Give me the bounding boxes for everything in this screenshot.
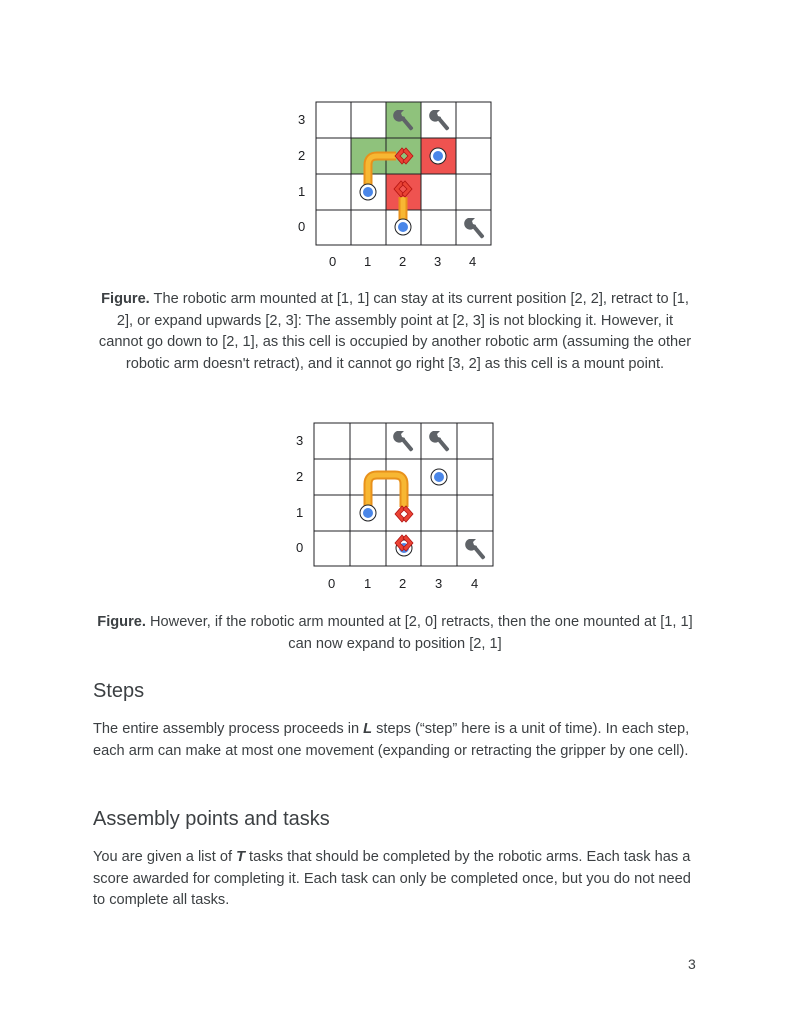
mount-point-icon xyxy=(360,505,376,521)
y-label-3: 3 xyxy=(298,112,306,127)
wrench-icon xyxy=(465,539,486,560)
x-label-2: 2 xyxy=(399,576,407,591)
x-label-4: 4 xyxy=(469,254,477,269)
assembly-variable: T xyxy=(236,849,245,865)
caption-label: Figure. xyxy=(101,291,150,307)
steps-heading: Steps xyxy=(93,680,145,702)
mount-point-icon xyxy=(431,469,447,485)
x-label-1: 1 xyxy=(364,254,372,269)
steps-text-start: The entire assembly process proceeds in xyxy=(93,721,364,737)
x-label-2: 2 xyxy=(399,254,407,269)
figure-2-caption xyxy=(95,612,695,655)
y-label-1: 1 xyxy=(298,184,306,199)
wrench-icon xyxy=(464,218,485,239)
mount-point-icon xyxy=(395,219,411,235)
steps-text-end: steps (“step” here is a unit of time). In each step, each arm can make at most one movement (expanding or retracting the gripper by one cell). xyxy=(93,721,690,759)
y-label-0: 0 xyxy=(296,540,304,555)
wrench-icon xyxy=(429,431,450,452)
steps-paragraph xyxy=(93,719,703,762)
wrench-icon xyxy=(429,110,450,131)
assembly-text-end: tasks that should be completed by the robotic arms. Each task has a score awarded for completing it. Each task can only be completed once, but you do not need to complete all tasks. xyxy=(93,849,691,908)
x-label-3: 3 xyxy=(434,254,442,269)
y-label-2: 2 xyxy=(298,148,306,163)
assembly-paragraph xyxy=(93,847,703,912)
x-label-0: 0 xyxy=(329,254,337,269)
caption-label: Figure. xyxy=(97,614,146,630)
caption-text: The robotic arm mounted at [1, 1] can stay at its current position [2, 2], retract to [1, 2], or expand upwards [2, 3]: The assembly point at [2, 3] is not blocking it. However, it cannot go down to [2, 1], as this cell is occupied by another robotic arm (assuming the other robotic arm doesn't retract), and it cannot go right [3, 2] as this cell is a mount point. xyxy=(98,291,692,372)
figure-1-grid xyxy=(0,95,791,275)
y-label-2: 2 xyxy=(296,469,304,484)
x-label-4: 4 xyxy=(471,576,479,591)
y-label-3: 3 xyxy=(296,433,304,448)
y-label-1: 1 xyxy=(296,505,304,520)
figure-1-caption xyxy=(95,289,695,375)
x-label-0: 0 xyxy=(328,576,336,591)
figure-2-grid xyxy=(0,416,791,596)
wrench-icon xyxy=(393,431,414,452)
mount-point-icon xyxy=(360,184,376,200)
caption-text: However, if the robotic arm mounted at [2, 0] retracts, then the one mounted at [1, 1] can now expand to position [2, 1] xyxy=(150,614,693,652)
y-label-0: 0 xyxy=(298,219,306,234)
x-label-3: 3 xyxy=(435,576,443,591)
steps-variable: L xyxy=(363,721,373,737)
assembly-text-start: You are given a list of xyxy=(93,849,237,865)
page-number: 3 xyxy=(688,956,696,972)
mount-point-icon xyxy=(430,148,446,164)
assembly-heading: Assembly points and tasks xyxy=(93,808,330,830)
gripper-icon xyxy=(395,506,413,522)
x-label-1: 1 xyxy=(364,576,372,591)
